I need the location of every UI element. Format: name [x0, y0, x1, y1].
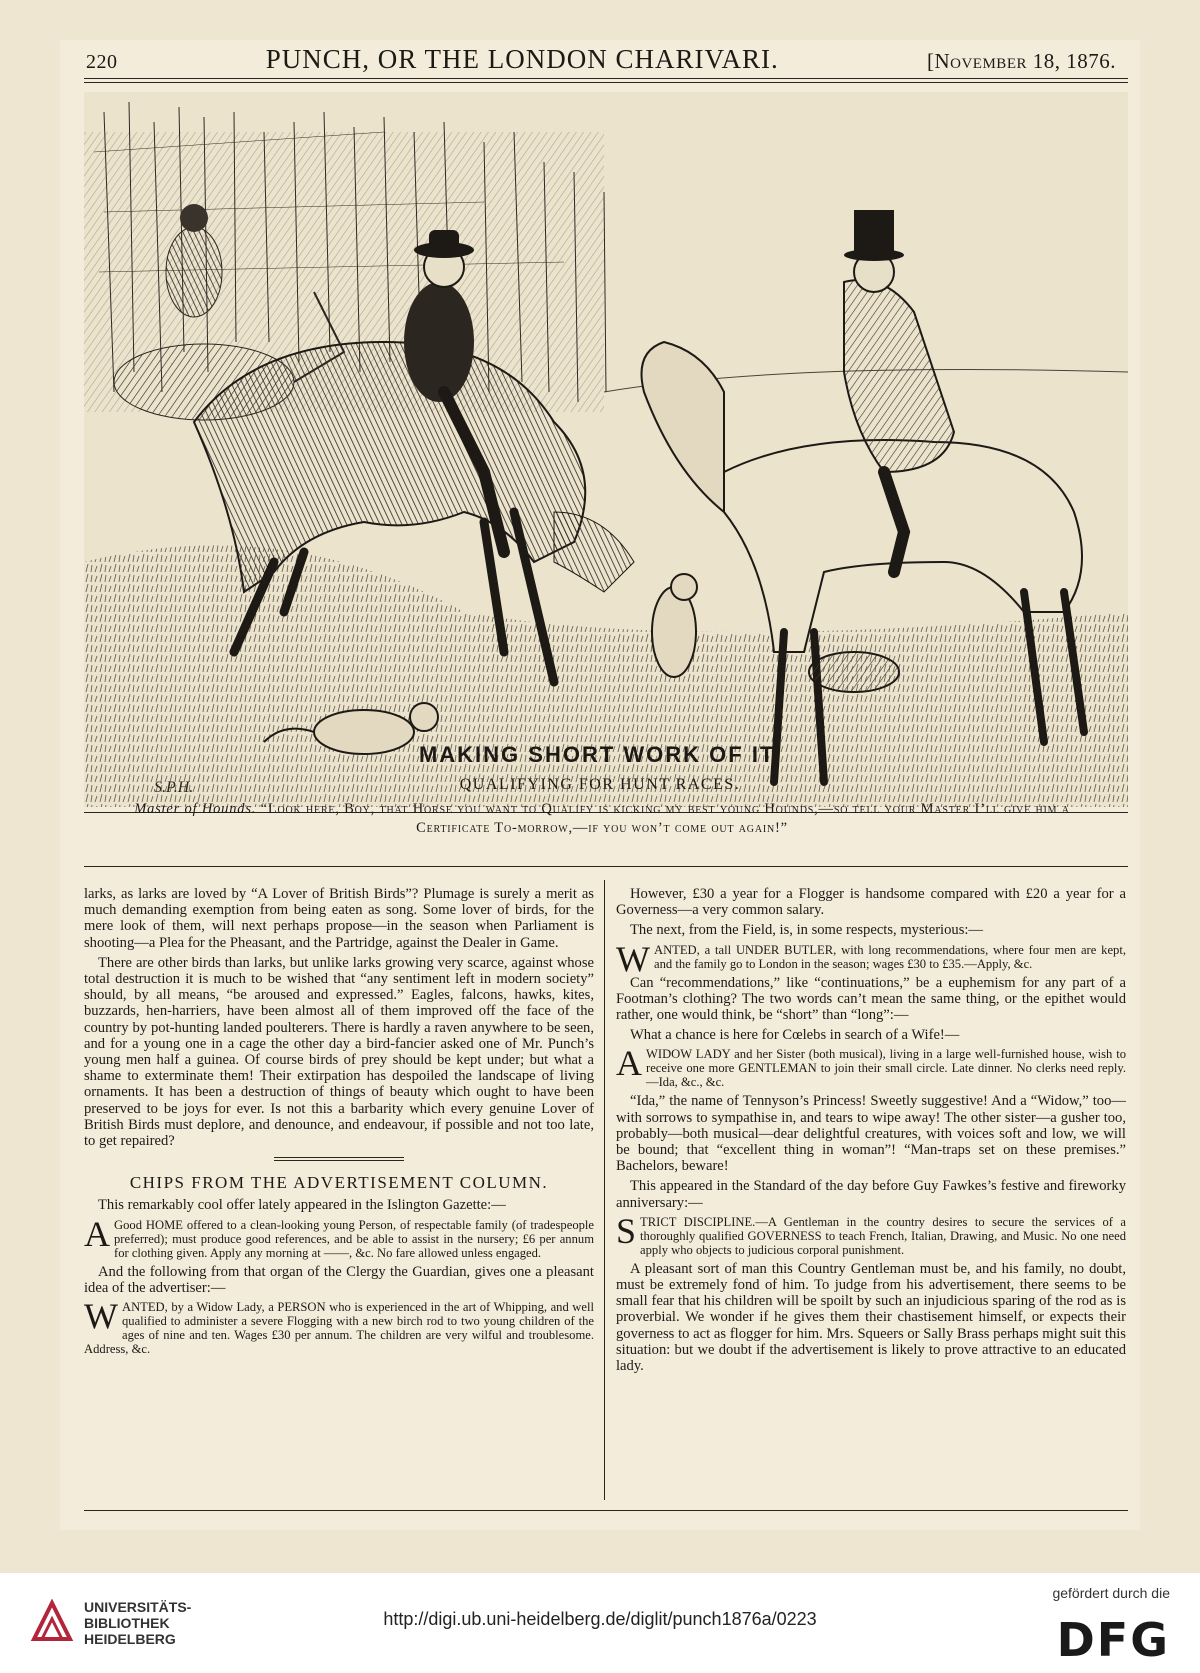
header-rule: [84, 78, 1128, 79]
paragraph: “Ida,” the name of Tennyson’s Princess! Sweetly suggestive! And a “Widow,” too—with sorrows to sympathise in, and tears to wipe away! The other sister—a gusher too, probably—both musical—dear delightful creatures, with voices soft and low, we will be bound; that “excellent thing in woman”! “Man-traps set on these premises.” Bachelors, beware!: [616, 1093, 1126, 1175]
paragraph: This remarkably cool offer lately appeared in the Islington Gazette:—: [98, 1197, 506, 1214]
drop-cap: A: [616, 1043, 642, 1084]
section-divider: [274, 1157, 404, 1161]
paragraph: Can “recommendations,” like “continuations,” be a euphemism for any part of a Footman’s clothing? The two words can’t mean the same thing, or the epithet would rather, one would think, be “short” than “long”:—: [616, 974, 1126, 1024]
drop-cap: W: [84, 1296, 118, 1337]
funded-by-label: gefördert durch die: [1052, 1585, 1170, 1601]
paragraph: A pleasant sort of man this Country Gentleman must be, and his family, no doubt, must be extremely fond of him. To judge from his advertisement, there seems to be small fear that his children will be spoilt by such an injudicious sparing of the rod as is proverbial. We wonder if he gives them their chastisement himself, or expects their governess to act as flogger for him. Mrs. Squeers or Sally Brass perhaps might suit this situation: but we doubt if the advertisement is likely to prove attractive to an educated lady.: [616, 1260, 1126, 1375]
paragraph: There are other birds than larks, but unlike larks growing very scarce, against whose total destruction it is much to be wished that “any sentiment left in modern society” should, by all means, “be aroused and expressed.” Eagles, falcons, hawks, kites, buzzards, hen-harriers, have been almost all of them improved off the face of the country by pot-hunting landed poulterers. There is hardly a raven anywhere to be seen, and for a young one in a cage the other day a bird-fancier asked one of Mr. Punch’s young men half a guinea. Of course birds of prey should be kept under; but what a shame to exterminate them! Their extirpation has despoiled the landscape of living ornaments. It has been a destruction of things of beauty which ought to have been preserved to be joys for ever. Is not this a barbarity which every genuine Lover of British Birds must deplore, and denounce, and endeavour, if possible and not too late, to get repaired?: [84, 954, 594, 1150]
header-rule-double: [84, 82, 1128, 83]
library-name: UNIVERSITÄTS- BIBLIOTHEK HEIDELBERG: [84, 1599, 192, 1647]
section-title: CHIPS FROM THE ADVERTISEMENT COLUMN.: [129, 1173, 549, 1193]
caption-title: MAKING SHORT WORK OF IT.: [418, 742, 782, 767]
right-column: [616, 886, 1126, 1378]
caption-dialogue: “Look here, Boy, that Horse you want to Qualify is kicking my best young Hounds,—so tell your Master I’ll give him a Certificate To-morrow,—if you won’t come out again!”: [260, 801, 1070, 836]
drop-cap: W: [616, 938, 650, 979]
left-column: [84, 886, 594, 1360]
paragraph: However, £30 a year for a Flogger is handsome compared with £20 a year for a Governess—a very common salary.: [616, 886, 1126, 919]
paragraph: What a chance is here for Cœlebs in search of a Wife!—: [630, 1027, 960, 1044]
paragraph: This appeared in the Standard of the day before Guy Fawkes’s festive and fireworky anniversary:—: [616, 1178, 1126, 1211]
advertisement: AWIDOW LADY and her Sister (both musical), living in a large well-furnished house, wish to receive one more GENTLEMAN to join their small circle. Late dinner. No clerks need reply.—Ida, &c., &c.: [616, 1043, 1126, 1090]
page-header: [60, 44, 1140, 80]
caption-quote: [122, 800, 1082, 838]
issue-date: [November 18, 1876.: [926, 49, 1116, 73]
advertisement: WANTED, a tall UNDER BUTLER, with long recommendations, where four men are kept, and the family go to London in the season; wages £30 to £35.—Apply, &c.: [616, 938, 1126, 979]
permalink-url[interactable]: http://digi.ub.uni-heidelberg.de/diglit/punch1876a/0223: [383, 1609, 817, 1629]
paragraph: larks, as larks are loved by “A Lover of British Birds”? Plumage is surely a merit as much demanding exemption from being eaten as song. Some lover of birds, for the mere look of them, will next perhaps propose—in the season when Parliament is shooting—a Plea for the Pheasant, and the Partridge, against the Dealer in Game.: [84, 886, 594, 951]
advertisement: WANTED, by a Widow Lady, a PERSON who is experienced in the art of Whipping, and well qualified to administer a severe Flogging with a new birch rod to two young children of the ages of nine and ten. Wages £30 per annum. The children are very wilful and troublesome. Address, &c.: [84, 1296, 594, 1357]
caption-speaker: Master of Hounds.: [134, 801, 257, 817]
engraving-illustration: [84, 92, 1128, 807]
magazine-title: PUNCH, OR THE LONDON CHARIVARI.: [265, 44, 779, 74]
caption-rule: [84, 866, 1128, 867]
digitization-footer: [0, 1573, 1200, 1673]
caption-subtitle: QUALIFYING FOR HUNT RACES.: [459, 776, 741, 793]
drop-cap: A: [84, 1213, 110, 1254]
advertisement: STRICT DISCIPLINE.—A Gentleman in the country desires to secure the services of a thoroughly qualified GOVERNESS to teach French, Italian, Drawing, and Music. No one need apply who objects to judicious corporal punishment.: [616, 1210, 1126, 1257]
advertisement: A Good HOME offered to a clean-looking young Person, of respectable family (of tradespeople preferred); must produce good references, and be able to assist in the nursery; £6 per annum for clothing given. Apply any morning at ——, &c. No fare allowed unless engaged.: [84, 1213, 594, 1260]
artist-signature: S.P.H.: [154, 779, 194, 796]
paragraph: The next, from the Field, is, in some respects, mysterious:—: [630, 922, 984, 939]
page-number: 220: [86, 51, 118, 73]
column-divider: [604, 880, 605, 1500]
paragraph: And the following from that organ of the Clergy the Guardian, gives one a pleasant idea of the advertiser:—: [84, 1263, 594, 1296]
dfg-logo: DFG: [1056, 1613, 1170, 1667]
bottom-rule: [84, 1510, 1128, 1511]
drop-cap: S: [616, 1210, 637, 1251]
